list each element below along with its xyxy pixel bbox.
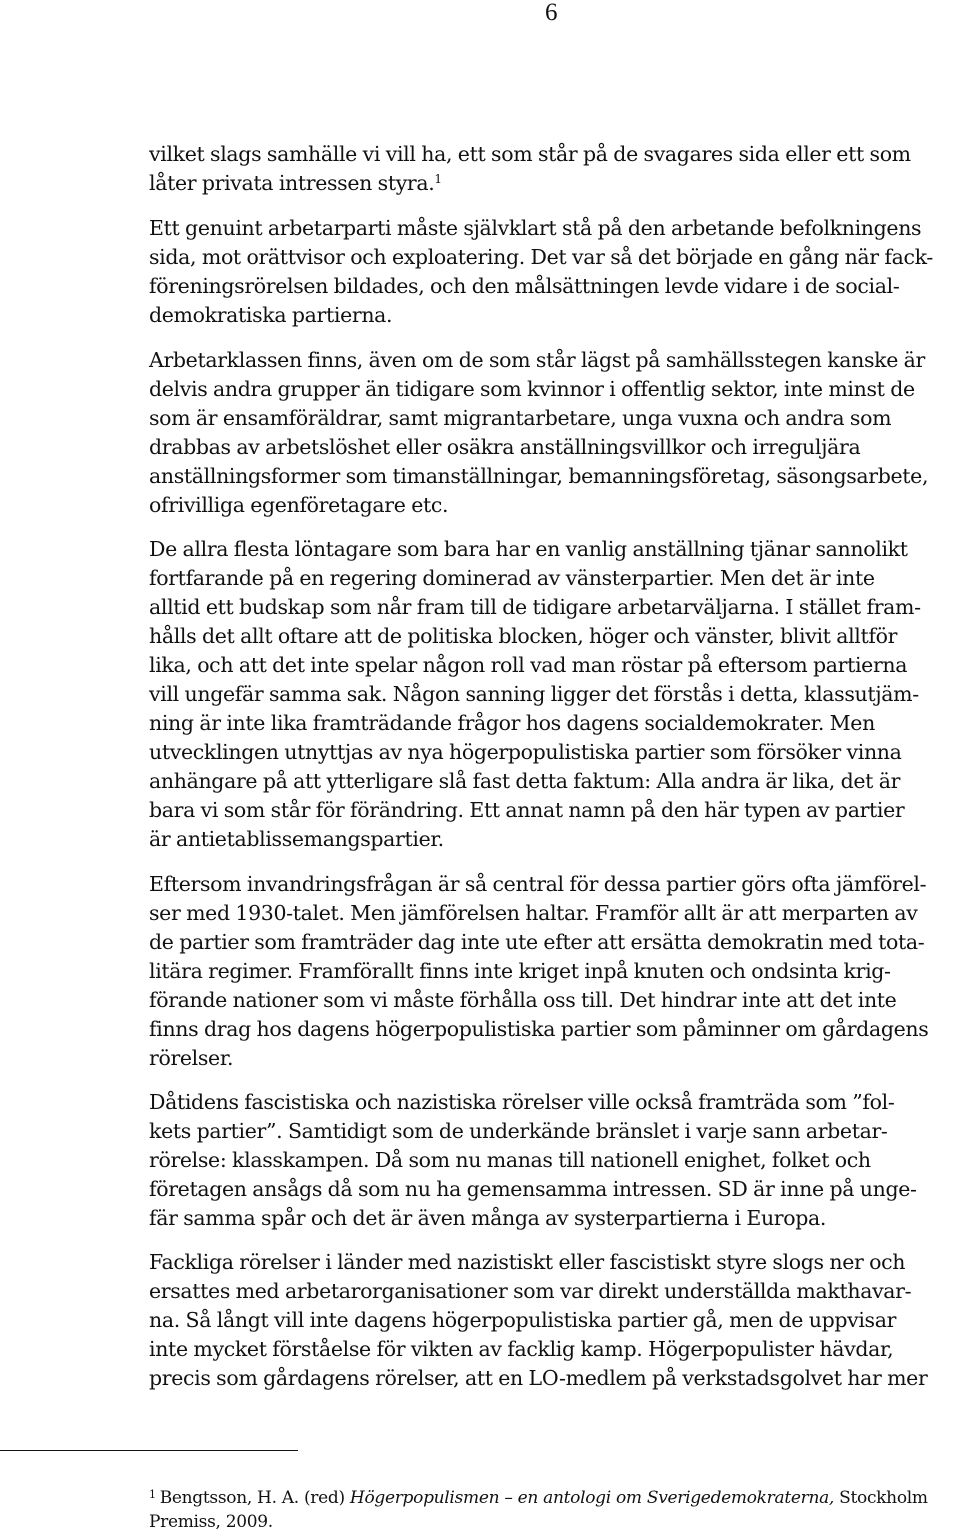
footnote-title: Högerpopulismen – en antologi om Sverigedemokraterna, (349, 1488, 835, 1508)
text-line: drabbas av arbetslöshet eller osäkra anställningsvillkor och irreguljära (149, 435, 861, 459)
text-line: De allra flesta löntagare som bara har en vanlig anställning tjänar sannolikt (149, 537, 908, 561)
page-number: 6 (545, 0, 558, 26)
text-line: fortfarande på en regering dominerad av vänsterpartier. Men det är inte (149, 566, 875, 590)
text-line: rörelse: klasskampen. Då som nu manas till nationell enighet, folket och (149, 1148, 871, 1172)
text-line (149, 171, 442, 195)
text-line: delvis andra grupper än tidigare som kvinnor i offentlig sektor, inte minst de (149, 377, 915, 401)
text-line: ersattes med arbetarorganisationer som var direkt underställda makthavar- (149, 1279, 912, 1303)
text-line: precis som gårdagens rörelser, att en LO-medlem på verkstadsgolvet har mer (149, 1366, 928, 1390)
text-line: Arbetarklassen finns, även om de som står lägst på samhällsstegen kanske är (149, 348, 925, 372)
text-line-content: låter privata intressen styra. (149, 171, 435, 195)
text-line: som är ensamföräldrar, samt migrantarbetare, unga vuxna och andra som (149, 406, 892, 430)
text-line: Fackliga rörelser i länder med nazistiskt eller fascistiskt styre slogs ner och (149, 1250, 906, 1274)
text-line: rörelser. (149, 1046, 234, 1070)
footnote-reference: 1 (434, 172, 442, 186)
text-line: demokratiska partierna. (149, 303, 393, 327)
text-line: ser med 1930-talet. Men jämförelsen haltar. Framför allt är att merparten av (149, 901, 918, 925)
text-line: lika, och att det inte spelar någon roll vad man röstar på eftersom partierna (149, 653, 908, 677)
text-line: fär samma spår och det är även många av systerpartierna i Europa. (149, 1206, 827, 1230)
text-line: kets partier”. Samtidigt som de underkände bränslet i varje sann arbetar- (149, 1119, 888, 1143)
text-line: anhängare på att ytterligare slå fast detta faktum: Alla andra är lika, det är (149, 769, 901, 793)
text-line: ofrivilliga egenföretagare etc. (149, 493, 449, 517)
text-line: ning är inte lika framträdande frågor hos dagens socialdemokrater. Men (149, 711, 875, 735)
text-line: föreningsrörelsen bildades, och den målsättningen levde vidare i de social- (149, 274, 900, 298)
text-line: företagen ansågs då som nu ha gemensamma intressen. SD är inne på unge- (149, 1177, 917, 1201)
text-line: inte mycket förståelse för vikten av facklig kamp. Högerpopulister hävdar, (149, 1337, 894, 1361)
text-line: vilket slags samhälle vi vill ha, ett som står på de svagares sida eller ett som (149, 142, 911, 166)
text-line: Ett genuint arbetarparti måste självklart stå på den arbetande befolkningens (149, 216, 922, 240)
footnote-divider (0, 1450, 298, 1451)
text-line: na. Så långt vill inte dagens högerpopulistiska partier gå, men de uppvisar (149, 1308, 897, 1332)
text-line: finns drag hos dagens högerpopulistiska partier som påminner om gårdagens (149, 1017, 929, 1041)
text-line: alltid ett budskap som når fram till de tidigare arbetarväljarna. I stället fram- (149, 595, 921, 619)
text-line: anställningsformer som timanställningar, bemanningsföretag, säsongsarbete, (149, 464, 929, 488)
text-line: Dåtidens fascistiska och nazistiska rörelser ville också framträda som ”fol- (149, 1090, 895, 1114)
text-line: är antietablissemangspartier. (149, 827, 444, 851)
text-line: bara vi som står för förändring. Ett annat namn på den här typen av partier (149, 798, 905, 822)
text-line: hålls det allt oftare att de politiska blocken, höger och vänster, blivit alltför (149, 624, 898, 648)
text-line: vill ungefär samma sak. Någon sanning ligger det förstås i detta, klassutjäm- (149, 682, 919, 706)
footnote-place: Stockholm (834, 1488, 928, 1508)
footnote-line (149, 1488, 928, 1508)
text-line: förande nationer som vi måste förhålla oss till. Det hindrar inte att det inte (149, 988, 897, 1012)
footnote-line: Premiss, 2009. (149, 1512, 273, 1532)
footnote-number: 1 (149, 1488, 156, 1501)
text-line: litära regimer. Framförallt finns inte kriget inpå knuten och ondsinta krig- (149, 959, 891, 983)
footnote-author: Bengtsson, H. A. (red) (159, 1488, 350, 1508)
text-line: de partier som framträder dag inte ute efter att ersätta demokratin med tota- (149, 930, 925, 954)
text-line: Eftersom invandringsfrågan är så central för dessa partier görs ofta jämförel- (149, 872, 927, 896)
text-line: sida, mot orättvisor och exploatering. Det var så det började en gång när fack- (149, 245, 933, 269)
text-line: utvecklingen utnyttjas av nya högerpopulistiska partier som försöker vinna (149, 740, 902, 764)
